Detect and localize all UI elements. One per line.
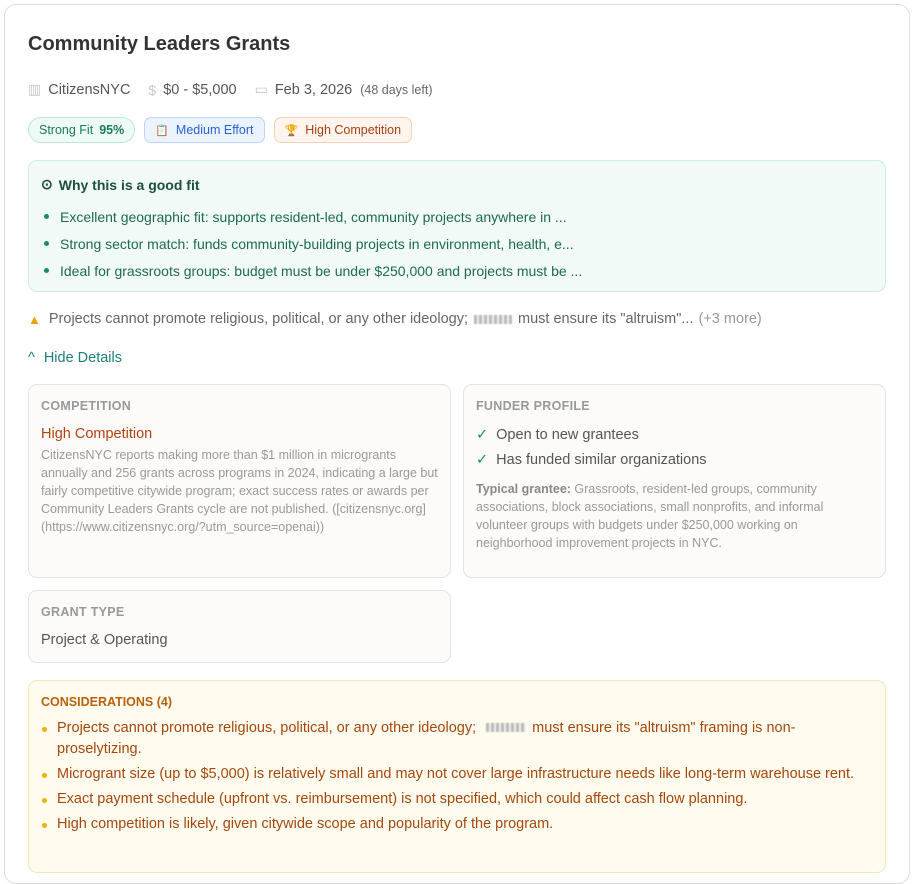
grant-type-value: Project & Operating [41,632,168,648]
competition-badge [274,117,413,143]
good-fit-heading: Why this is a good fit [58,176,200,193]
redacted-text [474,315,512,324]
fit-label: Strong Fit [39,123,94,137]
page-title: Community Leaders Grants [28,33,291,55]
funder-profile-heading: FUNDER PROFILE [476,399,590,413]
check-label: Has funded similar organizations [496,451,707,468]
consideration-item [41,718,873,760]
check-circle-icon: ⊙ [41,176,53,192]
check-label: Open to new grantees [496,426,639,443]
funder-check [476,422,873,447]
consideration-item: Microgrant size (up to $5,000) is relatively small and may not cover large infrastructure needs like long-term warehouse rent. [41,764,873,785]
grant-type-heading: GRANT TYPE [41,605,125,619]
clipboard-icon: 📋 [155,124,169,137]
funder-profile-panel [463,384,886,578]
competition-panel [28,384,451,578]
grant-type-panel [28,590,451,663]
building-icon: ▥ [28,81,42,97]
typical-grantee [476,480,873,552]
competition-level: High Competition [41,426,153,442]
funder-name: CitizensNYC [48,81,131,98]
fit-reason: Strong sector match: funds community-building projects in environment, health, e... [41,230,873,257]
redacted-text [486,723,526,732]
consideration-item: Exact payment schedule (upfront vs. reimbursement) is not specified, which could affect cash flow planning. [41,789,873,810]
dollar-icon: $ [148,81,157,98]
check-icon: ✓ [476,426,489,443]
fit-score: 95% [99,123,125,137]
good-fit-panel [28,160,886,292]
chevron-up-icon: ^ [28,350,35,366]
check-icon: ✓ [476,451,489,468]
considerations-panel [28,680,886,873]
effort-badge [144,117,264,143]
trophy-icon: 🏆 [284,124,299,137]
competition-description: CitizensNYC reports making more than $1 million in microgrants annually and 256 grants across programs in 2024, indicating a large but fairly competitive citywide program; exact success rates or awards per Community Leaders Grants cycle are not published. ([citizensnyc.org](https://www.citizensnyc.org/?utm_source=openai)) [41,448,438,534]
competition-label: High Competition [305,123,402,137]
typical-grantee-label: Typical grantee: [476,482,571,496]
fit-reason: Ideal for grassroots groups: budget must be under $250,000 and projects must be ... [41,257,873,284]
deadline: Feb 3, 2026 [274,81,353,98]
fit-reason: Excellent geographic fit: supports resident-led, community projects anywhere in ... [41,203,873,230]
considerations-heading: CONSIDERATIONS (4) [41,695,173,709]
typical-grantee-text: Grassroots, resident-led groups, community associations, block associations, small nonprofits, and informal volunteer groups with budgets under $250,000 working on neighborhood improvement projects in NYC. [476,482,824,550]
grant-meta [28,81,451,98]
days-left: (48 days left) [360,82,433,97]
hide-details-label: Hide Details [43,350,122,366]
competition-heading: COMPETITION [41,399,132,413]
warning-text: Projects cannot promote religious, political, or any other ideology; [48,311,468,327]
warning-icon: ▲ [28,311,41,327]
calendar-icon: ▭ [254,81,268,97]
warning-text-2: must ensure its "altruism"... [518,311,694,327]
more-count[interactable]: (+3 more) [698,311,762,327]
funder-check [476,447,873,472]
consideration-item: High competition is likely, given citywide scope and popularity of the program. [41,814,873,835]
consideration-text: Projects cannot promote religious, political, or any other ideology; [57,720,477,736]
amount-range: $0 - $5,000 [163,81,237,98]
effort-label: Medium Effort [175,123,254,137]
consideration-text-2: must ensure its "altruism" framing is non-proselytizing. [57,720,796,757]
fit-badge [28,117,135,143]
warning-summary [28,311,762,327]
hide-details-button[interactable] [28,350,122,366]
